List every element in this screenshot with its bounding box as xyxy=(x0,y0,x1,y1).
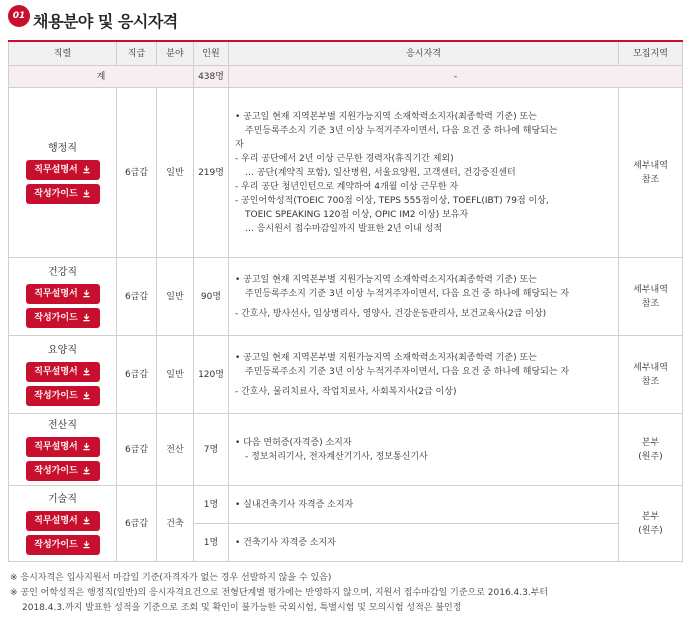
table-row xyxy=(9,88,683,258)
region-line: 세부내역 xyxy=(633,160,668,171)
job-title: 요양직 xyxy=(48,344,77,356)
qualification-cell: • 건축기사 자격증 소지자 xyxy=(229,524,619,562)
job-title: 건강직 xyxy=(48,266,77,278)
col-header-region: 모집지역 xyxy=(619,41,683,66)
qual-line: • 공고일 현재 지역본부별 지원가능지역 소재학력소지자(최종학력 기준) 또는 xyxy=(235,111,537,122)
field-cell: 전산 xyxy=(157,414,194,486)
job-description-button[interactable] xyxy=(26,437,100,457)
button-label: 직무설명서 xyxy=(34,366,78,377)
table-row xyxy=(9,414,683,486)
region-cell xyxy=(619,88,683,258)
download-icon xyxy=(82,313,91,322)
download-icon xyxy=(82,289,91,298)
footnote: 2018.4.3.까지 발표한 성적을 기준으로 조회 및 확인이 불가능한 국외시험, 특별시험 및 모의시험 성적은 불인정 xyxy=(22,603,462,613)
qual-line: - 우리 공단에서 2년 이상 근무한 경력자(휴직기간 제외) xyxy=(235,153,454,164)
region-line: (원주) xyxy=(638,451,663,462)
button-label: 작성가이드 xyxy=(34,539,78,550)
qualification-cell xyxy=(229,414,619,486)
qual-line: - 간호사, 물리치료사, 작업치료사, 사회복지사(2급 이상) xyxy=(235,386,457,397)
qual-line: - 간호사, 방사선사, 임상병리사, 영양사, 건강운동관리사, 보건교육사(2급 이상) xyxy=(235,308,547,319)
job-cell xyxy=(9,258,117,336)
field-cell: 일반 xyxy=(157,88,194,258)
count-cell: 219명 xyxy=(194,88,229,258)
footnote: ※ 응시자격은 입사지원서 마감일 기준(자격자가 없는 경우 선발하지 않을 수 있음) xyxy=(10,573,332,583)
writing-guide-button[interactable] xyxy=(26,535,100,555)
job-title: 전산직 xyxy=(48,419,77,431)
count-cell: 7명 xyxy=(194,414,229,486)
total-row xyxy=(9,66,683,88)
job-description-button[interactable] xyxy=(26,160,100,180)
region-line: 본부 xyxy=(641,437,660,448)
qualification-cell xyxy=(229,258,619,336)
region-line: 본부 xyxy=(641,511,660,522)
col-header-job: 직렬 xyxy=(9,41,117,66)
job-title: 행정직 xyxy=(48,142,77,154)
writing-guide-button[interactable] xyxy=(26,386,100,406)
total-qualification: - xyxy=(229,66,683,88)
region-line: 참조 xyxy=(641,174,660,185)
qual-line: • 공고일 현재 지역본부별 지원가능지역 소재학력소지자(최종학력 기준) 또는 xyxy=(235,352,537,363)
table-row xyxy=(9,486,683,524)
job-description-button[interactable] xyxy=(26,362,100,382)
section-number-badge: 01 xyxy=(8,5,30,27)
col-header-count: 인원 xyxy=(194,41,229,66)
download-icon xyxy=(82,540,91,549)
job-cell xyxy=(9,336,117,414)
total-label: 계 xyxy=(9,66,194,88)
qual-line: 주민등록주소지 기준 3년 이상 누적거주자이면서, 다음 요건 중 하나에 해당되는 자 xyxy=(245,366,570,377)
download-icon xyxy=(82,442,91,451)
section-title: 채용분야 및 응시자격 xyxy=(33,11,178,31)
grade-cell: 6급갑 xyxy=(117,414,157,486)
grade-cell: 6급갑 xyxy=(117,88,157,258)
count-cell: 1명 xyxy=(194,486,229,524)
qual-line: 주민등록주소지 기준 3년 이상 누적거주자이면서, 다음 요건 중 하나에 해당되는 자 xyxy=(245,288,570,299)
grade-cell: 6급갑 xyxy=(117,258,157,336)
qual-line: - 우리 공단 청년인턴으로 계약하여 4개월 이상 근무한 자 xyxy=(235,181,459,192)
job-cell xyxy=(9,486,117,562)
region-cell xyxy=(619,258,683,336)
button-label: 직무설명서 xyxy=(34,288,78,299)
count-cell: 120명 xyxy=(194,336,229,414)
button-label: 직무설명서 xyxy=(34,164,78,175)
writing-guide-button[interactable] xyxy=(26,461,100,481)
region-line: 세부내역 xyxy=(633,284,668,295)
writing-guide-button[interactable] xyxy=(26,184,100,204)
qualification-cell xyxy=(229,88,619,258)
table-row xyxy=(9,336,683,414)
button-label: 작성가이드 xyxy=(34,465,78,476)
grade-cell: 6급갑 xyxy=(117,486,157,562)
qual-line: • 다음 면허증(자격증) 소지자 xyxy=(235,437,352,448)
download-icon xyxy=(82,466,91,475)
col-header-field: 분야 xyxy=(157,41,194,66)
download-icon xyxy=(82,189,91,198)
count-cell: 90명 xyxy=(194,258,229,336)
button-label: 작성가이드 xyxy=(34,312,78,323)
qual-line: TOEIC SPEAKING 120점 이상, OPIC IM2 이상) 보유자 xyxy=(245,209,469,220)
qual-line: 주민등록주소지 기준 3년 이상 누적거주자이면서, 다음 요건 중 하나에 해당되는 xyxy=(245,125,558,136)
button-label: 작성가이드 xyxy=(34,390,78,401)
qual-line: … 공단(계약직 포함), 일산병원, 서울요양원, 고객센터, 건강증진센터 xyxy=(245,167,516,178)
button-label: 작성가이드 xyxy=(34,188,78,199)
region-cell xyxy=(619,486,683,562)
download-icon xyxy=(82,516,91,525)
section-header xyxy=(8,6,178,34)
field-cell: 건축 xyxy=(157,486,194,562)
button-label: 직무설명서 xyxy=(34,441,78,452)
qual-line: … 응시원서 접수마감일까지 발표한 2년 이내 성적 xyxy=(245,223,443,234)
qual-line: - 공인어학성적(TOEIC 700점 이상, TEPS 555점이상, TOEFL(IBT) 79점 이상, xyxy=(235,195,549,206)
job-cell xyxy=(9,88,117,258)
qualification-cell: • 실내건축기사 자격증 소지자 xyxy=(229,486,619,524)
qual-line: • 공고일 현재 지역본부별 지원가능지역 소재학력소지자(최종학력 기준) 또는 xyxy=(235,274,537,285)
button-label: 직무설명서 xyxy=(34,515,78,526)
download-icon xyxy=(82,367,91,376)
field-cell: 일반 xyxy=(157,336,194,414)
field-cell: 일반 xyxy=(157,258,194,336)
region-cell xyxy=(619,336,683,414)
count-cell: 1명 xyxy=(194,524,229,562)
job-description-button[interactable] xyxy=(26,284,100,304)
footnotes xyxy=(10,571,680,616)
col-header-grade: 직급 xyxy=(117,41,157,66)
region-line: 참조 xyxy=(641,298,660,309)
region-line: (원주) xyxy=(638,525,663,536)
download-icon xyxy=(82,391,91,400)
qualification-cell xyxy=(229,336,619,414)
job-title: 기술직 xyxy=(48,493,77,505)
job-description-button[interactable] xyxy=(26,511,100,531)
region-line: 참조 xyxy=(641,376,660,387)
region-line: 세부내역 xyxy=(633,362,668,373)
download-icon xyxy=(82,165,91,174)
col-header-qualification: 응시자격 xyxy=(229,41,619,66)
total-count: 438명 xyxy=(194,66,229,88)
grade-cell: 6급갑 xyxy=(117,336,157,414)
footnote: ※ 공인 어학성적은 행정직(일반)의 응시자격요건으로 전형단계별 평가에는 반영하지 않으며, 지원서 접수마감일 기준으로 2016.4.3.부터 xyxy=(10,588,549,598)
job-cell xyxy=(9,414,117,486)
recruitment-table xyxy=(8,40,683,562)
region-cell xyxy=(619,414,683,486)
qual-line: - 정보처리기사, 전자계산기기사, 정보통신기사 xyxy=(245,451,428,462)
table-row xyxy=(9,258,683,336)
writing-guide-button[interactable] xyxy=(26,308,100,328)
qual-line: 자 xyxy=(235,139,244,150)
